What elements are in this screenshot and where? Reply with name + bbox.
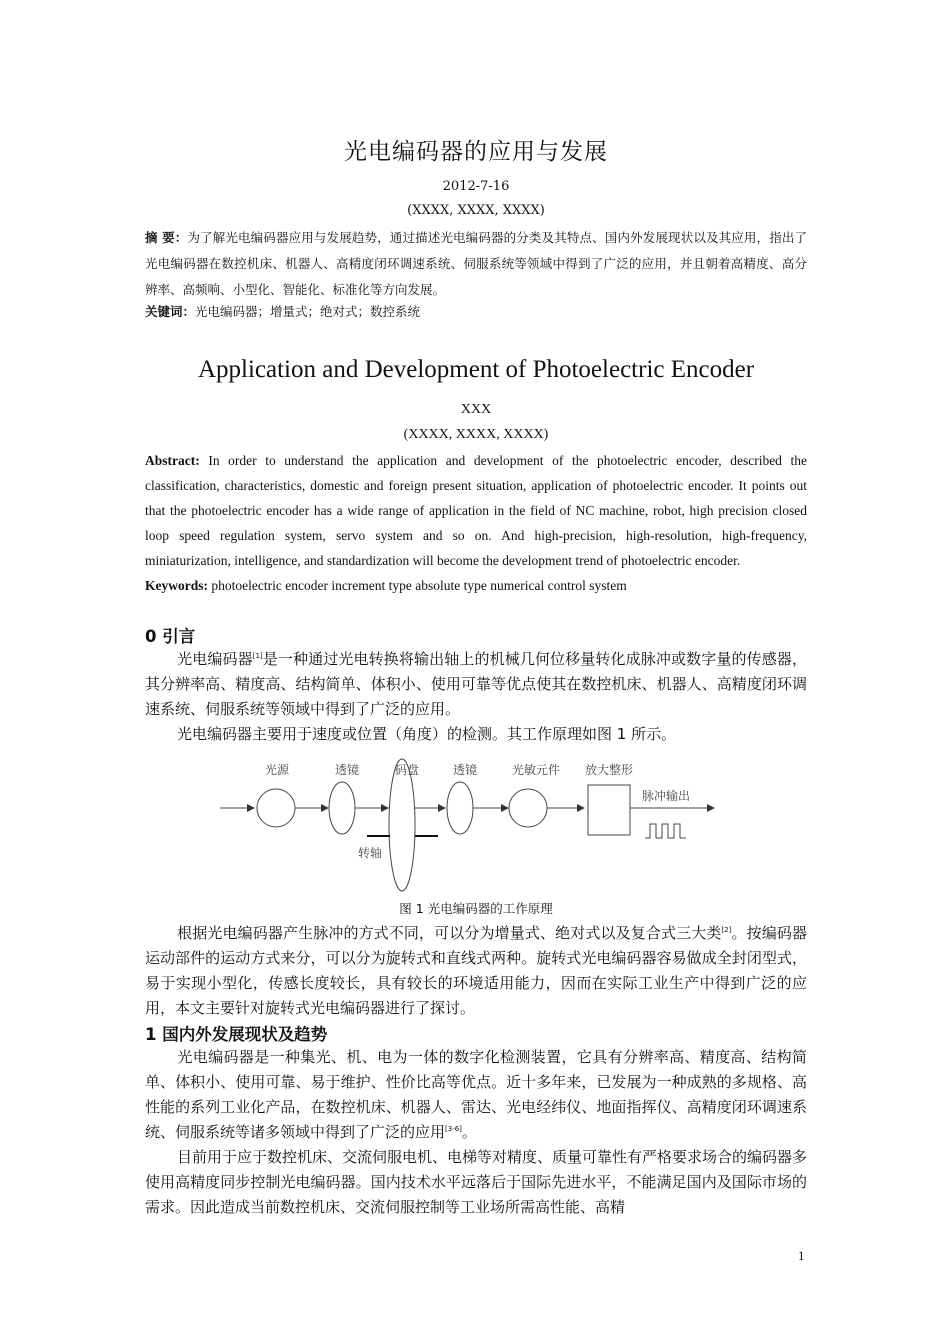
page-number: 1 [798, 1248, 805, 1263]
date: 2012-7-16 [442, 179, 510, 194]
citation-2: [2] [721, 926, 732, 934]
figure-1-caption: 图 1 光电编码器的工作原理 [399, 901, 553, 916]
label-light-source: 光源 [265, 763, 290, 777]
label-photosensitive: 光敏元件 [512, 763, 561, 777]
lens-2-shape [447, 782, 473, 834]
abstract-en-text: In order to understand the application and development of the photoelectric encoder, described the classification, characteristics, domestic and foreign present situation, application of photoelectric encoder. It points out that the photoelectric encoder has a wide range of application in the field of NC machine, robot, high precision closed loop speed regulation system, servo system and so on. And high-precision, high-resolution, high-frequency, miniaturization, intelligence, and standardization will become the development trend of photoelectric encoder. [145, 453, 808, 568]
label-code-disk: 码盘 [395, 763, 420, 777]
keywords-en-label: Keywords: [145, 578, 208, 593]
label-shaft: 转轴 [358, 846, 383, 860]
photosensitive-shape [509, 789, 547, 827]
label-pulse-output: 脉冲输出 [642, 789, 691, 803]
figure-1-diagram [220, 758, 720, 898]
section-1-heading: 1 国内外发展现状及趋势 [145, 1025, 328, 1044]
author-en: XXX [460, 402, 492, 417]
section-1-paragraph-1: 光电编码器是一种集光、机、电为一体的数字化检测装置，它具有分辨率高、精度高、结构简单、体积小、使用可靠、易于维护、性价比高等优点。近十多年来，已发展为一种成熟的多规格、高性能的系列工业化产品，在数控机床、机器人、雷达、光电经纬仪、地面指挥仪、高精度闭环调速系统、伺服系统等诸多领域中得到了广泛的应用[3-6]。 [145, 1048, 807, 1141]
citation-3-6: [3-6] [445, 1125, 462, 1133]
citation-1: [1] [252, 652, 263, 660]
label-lens-2: 透镜 [453, 763, 478, 777]
keywords-cn-text: 光电编码器；增量式；绝对式；数控系统 [195, 304, 421, 319]
keywords-cn [145, 299, 807, 325]
abstract-cn-text: 为了解光电编码器应用与发展趋势，通过描述光电编码器的分类及其特点、国内外发展现状以及其应用，指出了光电编码器在数控机床、机器人、高精度闭环调速系统、伺服系统等领域中得到了广泛的应用，并且朝着高精度、高分辨率、高频响、小型化、智能化、标准化等方向发展。 [145, 230, 807, 297]
light-source-shape [257, 789, 295, 827]
section-0-paragraph-2: 光电编码器主要用于速度或位置（角度）的检测。其工作原理如图 1 所示。 [177, 725, 677, 743]
title-en: Application and Development of Photoelectric Encoder [197, 356, 755, 383]
affiliation-cn: (XXXX, XXXX, XXXX) [407, 203, 545, 218]
title-cn: 光电编码器的应用与发展 [344, 139, 608, 165]
section-0-heading: 0 引言 [145, 627, 196, 646]
keywords-cn-label: 关键词： [145, 304, 196, 319]
section-0-paragraph-1: 光电编码器[1]是一种通过光电转换将输出轴上的机械几何位移量转化成脉冲或数字量的传感器，其分辨率高、精度高、结构简单、体积小、使用可靠等优点使其在数控机床、机器人、高精度闭环调速系统、伺服系统等领域中得到了广泛的应用。 [145, 650, 807, 718]
pulse-waveform [645, 824, 686, 838]
abstract-cn-label: 摘 要： [145, 230, 188, 245]
abstract-en-label: Abstract: [145, 453, 200, 468]
section-0-paragraph-3: 根据光电编码器产生脉冲的方式不同，可以分为增量式、绝对式以及复合式三大类[2]。按编码器运动部件的运动方式来分，可以分为旋转式和直线式两种。旋转式光电编码器容易做成全封闭型式，易于实现小型化，传感长度较长，具有较长的环境适用能力，因而在实际工业生产中得到广泛的应用，本文主要针对旋转式光电编码器进行了探讨。 [145, 924, 807, 1017]
keywords-en-text: photoelectric encoder increment type absolute type numerical control system [211, 578, 627, 593]
label-amplifier: 放大整形 [585, 763, 634, 777]
abstract-en [145, 448, 807, 573]
abstract-cn [145, 225, 807, 303]
section-1-paragraph-2: 目前用于应于数控机床、交流伺服电机、电梯等对精度、质量可靠性有严格要求场合的编码器多使用高精度同步控制光电编码器。国内技术水平远落后于国际先进水平，不能满足国内及国际市场的需求。因此造成当前数控机床、交流伺服控制等工业场所需高性能、高精 [145, 1148, 808, 1216]
keywords-en [145, 573, 807, 598]
amplifier-box [588, 785, 630, 835]
code-disk-shape [389, 759, 415, 891]
lens-1-shape [329, 782, 355, 834]
label-lens-1: 透镜 [335, 763, 360, 777]
affiliation-en: (XXXX, XXXX, XXXX) [403, 427, 549, 442]
